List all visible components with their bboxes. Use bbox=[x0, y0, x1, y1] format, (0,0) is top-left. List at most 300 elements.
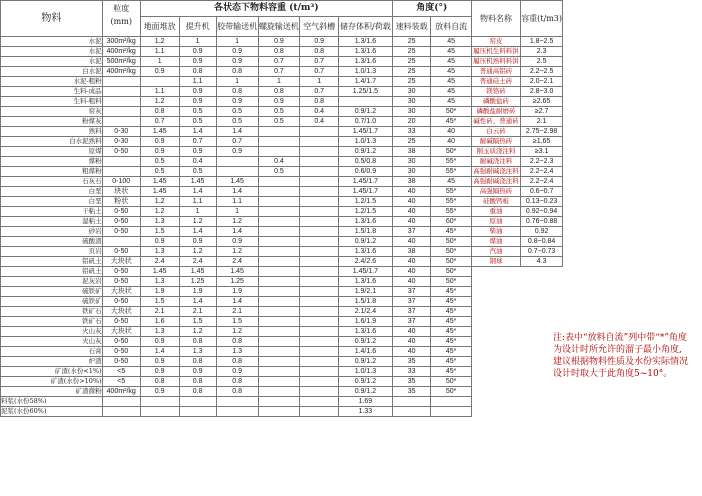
cell-material: 粉煤灰 bbox=[1, 117, 103, 127]
table-row bbox=[1, 37, 702, 47]
cell-airslide: 0.4 bbox=[300, 107, 339, 117]
cell-granularity: 0-100 bbox=[102, 177, 140, 187]
cell-storage: 0.9/1.2 bbox=[339, 237, 393, 247]
cell-airslide bbox=[300, 257, 339, 267]
cell-ground: 0.9 bbox=[140, 147, 179, 157]
cell-loading: 37 bbox=[392, 227, 431, 237]
cell-elevator: 0.8 bbox=[179, 67, 216, 77]
cell-gravity: 55* bbox=[431, 167, 471, 177]
cell-granularity: 大块状 bbox=[102, 287, 140, 297]
table-row bbox=[1, 407, 702, 417]
cell-screw bbox=[258, 197, 300, 207]
cell-gravity: 50* bbox=[431, 237, 471, 247]
cell-material: 白垩 bbox=[1, 187, 103, 197]
cell-belt: 1.4 bbox=[216, 187, 258, 197]
table-row bbox=[1, 317, 702, 327]
table-row bbox=[1, 67, 702, 77]
cell-granularity: 大块状 bbox=[102, 327, 140, 337]
cell-ground: 0.5 bbox=[140, 167, 179, 177]
side-density: 2.2~2.4 bbox=[521, 177, 563, 187]
cell-ground: 0.5 bbox=[140, 157, 179, 167]
side-material: 煤油 bbox=[471, 237, 520, 247]
cell-ground: 0.8 bbox=[140, 107, 179, 117]
header-col-gravity: 放料自流 bbox=[431, 17, 471, 37]
cell-belt: 1.2 bbox=[216, 327, 258, 337]
table-row bbox=[1, 147, 702, 157]
cell-granularity: 400m²/kg bbox=[102, 67, 140, 77]
cell-ground: 1.3 bbox=[140, 327, 179, 337]
cell-gravity: 45* bbox=[431, 307, 471, 317]
cell-gravity: 40 bbox=[431, 127, 471, 137]
side-material: 普通高铝砖 bbox=[471, 67, 520, 77]
cell-material: 生料-成品 bbox=[1, 87, 103, 97]
cell-ground: 0.9 bbox=[140, 367, 179, 377]
side-density: 2.2~2.4 bbox=[521, 167, 563, 177]
cell-granularity: <5 bbox=[102, 367, 140, 377]
cell-airslide bbox=[300, 127, 339, 137]
side-material: 柴油 bbox=[471, 227, 520, 237]
cell-elevator: 0.9 bbox=[179, 147, 216, 157]
cell-storage: 0.9/1.2 bbox=[339, 377, 393, 387]
cell-material: 硫铁矿 bbox=[1, 297, 103, 307]
cell-elevator: 1.4 bbox=[179, 227, 216, 237]
cell-material: 白水泥熟料 bbox=[1, 137, 103, 147]
cell-elevator: 0.9 bbox=[179, 237, 216, 247]
side-material: 磷酸盐耐磨砖 bbox=[471, 107, 520, 117]
cell-belt: 0.8 bbox=[216, 377, 258, 387]
table-row bbox=[1, 277, 702, 287]
cell-belt: 0.7 bbox=[216, 137, 258, 147]
cell-storage: 2.1/2.4 bbox=[339, 307, 393, 317]
cell-material: 白垩 bbox=[1, 197, 103, 207]
cell-ground bbox=[140, 397, 179, 407]
cell-screw: 0.7 bbox=[258, 67, 300, 77]
cell-material: 湿粘土 bbox=[1, 217, 103, 227]
cell-storage: 1.9/2.1 bbox=[339, 287, 393, 297]
header-density-group: 各状态下物料容重 (t/m³) bbox=[140, 1, 392, 17]
cell-granularity: 0-30 bbox=[102, 127, 140, 137]
cell-granularity: 500m²/kg bbox=[102, 57, 140, 67]
cell-gravity: 50* bbox=[431, 387, 471, 397]
cell-screw bbox=[258, 297, 300, 307]
cell-screw bbox=[258, 317, 300, 327]
cell-elevator: 0.5 bbox=[179, 167, 216, 177]
cell-granularity: 0-50 bbox=[102, 297, 140, 307]
cell-loading: 30 bbox=[392, 157, 431, 167]
cell-storage: 1.45/1.7 bbox=[339, 177, 393, 187]
cell-elevator bbox=[179, 397, 216, 407]
cell-ground: 1 bbox=[140, 57, 179, 67]
cell-material: 硫酸渣 bbox=[1, 237, 103, 247]
cell-airslide bbox=[300, 237, 339, 247]
cell-material: 火山灰 bbox=[1, 337, 103, 347]
table-row bbox=[1, 57, 702, 67]
table-row bbox=[1, 257, 702, 267]
cell-gravity: 45* bbox=[431, 317, 471, 327]
cell-storage: 1.4/1.7 bbox=[339, 77, 393, 87]
cell-material: 铁矿石 bbox=[1, 307, 103, 317]
cell-storage: 1.6/1.9 bbox=[339, 317, 393, 327]
cell-screw bbox=[258, 277, 300, 287]
cell-screw bbox=[258, 237, 300, 247]
table-row bbox=[1, 187, 702, 197]
cell-belt: 0.9 bbox=[216, 47, 258, 57]
cell-airslide bbox=[300, 297, 339, 307]
cell-belt: 0.5 bbox=[216, 107, 258, 117]
cell-screw bbox=[258, 217, 300, 227]
header-col-storage: 储存体积/荷载 bbox=[339, 17, 393, 37]
cell-belt: 2.4 bbox=[216, 257, 258, 267]
side-material: 白云砖 bbox=[471, 127, 520, 137]
cell-elevator: 2.4 bbox=[179, 257, 216, 267]
cell-elevator: 0.5 bbox=[179, 117, 216, 127]
side-material: 窑皮 bbox=[471, 37, 520, 47]
table-row bbox=[1, 227, 702, 237]
table-row bbox=[1, 197, 702, 207]
cell-material: 粗煤粉 bbox=[1, 167, 103, 177]
cell-belt bbox=[216, 157, 258, 167]
cell-belt: 1.4 bbox=[216, 297, 258, 307]
cell-loading: 30 bbox=[392, 97, 431, 107]
side-material: 镁铬砖 bbox=[471, 87, 520, 97]
cell-belt bbox=[216, 167, 258, 177]
cell-gravity bbox=[431, 407, 471, 417]
cell-storage: 0.9/1.2 bbox=[339, 387, 393, 397]
cell-gravity: 50* bbox=[431, 257, 471, 267]
cell-loading: 30 bbox=[392, 87, 431, 97]
cell-airslide: 0.7 bbox=[300, 67, 339, 77]
cell-granularity: 0-50 bbox=[102, 347, 140, 357]
cell-elevator: 1.25 bbox=[179, 277, 216, 287]
cell-ground: 1.45 bbox=[140, 187, 179, 197]
cell-ground: 0.9 bbox=[140, 137, 179, 147]
cell-gravity: 50* bbox=[431, 147, 471, 157]
table-row bbox=[1, 137, 702, 147]
side-material: 耐碱浇注料 bbox=[471, 157, 520, 167]
side-material: 原油 bbox=[471, 217, 520, 227]
cell-material: 铝矾土 bbox=[1, 257, 103, 267]
cell-gravity: 40 bbox=[431, 137, 471, 147]
cell-ground: 1.4 bbox=[140, 347, 179, 357]
cell-storage: 1.45/1.7 bbox=[339, 187, 393, 197]
cell-elevator: 1.1 bbox=[179, 197, 216, 207]
cell-belt: 1 bbox=[216, 207, 258, 217]
cell-loading: 35 bbox=[392, 357, 431, 367]
cell-loading: 40 bbox=[392, 327, 431, 337]
cell-belt: 1.5 bbox=[216, 317, 258, 327]
cell-airslide bbox=[300, 187, 339, 197]
cell-screw: 0.8 bbox=[258, 47, 300, 57]
design-note: 注:表中“放料自流”列中带“*”角度为设计时所允许的溜子最小角度,建议根据物料性质及水份实际情况设计时取大于此角度5~10°。 bbox=[553, 333, 689, 379]
cell-screw bbox=[258, 397, 300, 407]
side-density: ≥1.65 bbox=[521, 137, 563, 147]
cell-belt: 0.8 bbox=[216, 357, 258, 367]
cell-ground: 1.2 bbox=[140, 197, 179, 207]
cell-gravity: 45 bbox=[431, 87, 471, 97]
table-row bbox=[1, 97, 702, 107]
side-density: 0.7~0.73 bbox=[521, 247, 563, 257]
cell-airslide bbox=[300, 247, 339, 257]
cell-elevator: 1.9 bbox=[179, 287, 216, 297]
cell-granularity: 大块状 bbox=[102, 257, 140, 267]
cell-material: 矿渣(水份<1%) bbox=[1, 367, 103, 377]
cell-granularity: 0-50 bbox=[102, 147, 140, 157]
cell-gravity: 55* bbox=[431, 197, 471, 207]
cell-loading: 30 bbox=[392, 167, 431, 177]
cell-screw bbox=[258, 137, 300, 147]
cell-material: 水泥 bbox=[1, 37, 103, 47]
cell-storage: 1.45/1.7 bbox=[339, 267, 393, 277]
cell-storage: 1.0/1.3 bbox=[339, 137, 393, 147]
cell-storage: 1.0/1.3 bbox=[339, 367, 393, 377]
cell-granularity bbox=[102, 237, 140, 247]
side-density: 2.3 bbox=[521, 47, 563, 57]
cell-ground: 1.2 bbox=[140, 207, 179, 217]
cell-storage: 1.3/1.6 bbox=[339, 47, 393, 57]
cell-loading: 38 bbox=[392, 247, 431, 257]
cell-belt: 1.45 bbox=[216, 267, 258, 277]
header-col-ground: 地面堆放 bbox=[140, 17, 179, 37]
cell-material: 生料-粗料 bbox=[1, 97, 103, 107]
cell-granularity bbox=[102, 117, 140, 127]
cell-loading: 40 bbox=[392, 267, 431, 277]
table-row bbox=[1, 157, 702, 167]
cell-airslide bbox=[300, 277, 339, 287]
cell-granularity: 0-50 bbox=[102, 337, 140, 347]
cell-ground: 2.4 bbox=[140, 257, 179, 267]
table-row bbox=[1, 87, 702, 97]
cell-airslide bbox=[300, 177, 339, 187]
cell-material: 窑灰 bbox=[1, 107, 103, 117]
header-granularity: 粒度 bbox=[102, 1, 140, 17]
cell-loading: 33 bbox=[392, 367, 431, 377]
cell-granularity: 0-50 bbox=[102, 217, 140, 227]
cell-loading: 25 bbox=[392, 57, 431, 67]
cell-granularity bbox=[102, 397, 140, 407]
cell-loading: 40 bbox=[392, 277, 431, 287]
cell-elevator: 0.8 bbox=[179, 337, 216, 347]
cell-ground: 1.9 bbox=[140, 287, 179, 297]
cell-elevator: 1.5 bbox=[179, 317, 216, 327]
cell-granularity: 0-50 bbox=[102, 277, 140, 287]
cell-gravity: 50* bbox=[431, 247, 471, 257]
cell-belt: 0.9 bbox=[216, 147, 258, 157]
side-density: 2.2~2.5 bbox=[521, 67, 563, 77]
cell-screw bbox=[258, 177, 300, 187]
cell-storage: 0.9/1.2 bbox=[339, 147, 393, 157]
table-row bbox=[1, 217, 702, 227]
table-row bbox=[1, 267, 702, 277]
cell-material: 铁矿石 bbox=[1, 317, 103, 327]
side-material: 普通硅土砖 bbox=[471, 77, 520, 87]
cell-material: 砂岩 bbox=[1, 227, 103, 237]
cell-ground: 1.1 bbox=[140, 87, 179, 97]
cell-gravity: 55* bbox=[431, 207, 471, 217]
cell-granularity: 0-50 bbox=[102, 317, 140, 327]
cell-loading: 40 bbox=[392, 337, 431, 347]
cell-ground: 1.2 bbox=[140, 97, 179, 107]
cell-elevator: 1.2 bbox=[179, 247, 216, 257]
header-col-elevator: 提升机 bbox=[179, 17, 216, 37]
cell-screw bbox=[258, 187, 300, 197]
cell-airslide: 0.7 bbox=[300, 87, 339, 97]
cell-ground: 1.45 bbox=[140, 127, 179, 137]
cell-elevator: 2.1 bbox=[179, 307, 216, 317]
table-row bbox=[1, 387, 702, 397]
cell-airslide: 0.9 bbox=[300, 37, 339, 47]
cell-storage: 1.3/1.6 bbox=[339, 327, 393, 337]
header-col-airslide: 空气斜槽 bbox=[300, 17, 339, 37]
cell-elevator: 1.2 bbox=[179, 217, 216, 227]
cell-elevator: 0.8 bbox=[179, 357, 216, 367]
cell-belt: 1.25 bbox=[216, 277, 258, 287]
cell-screw: 0.5 bbox=[258, 107, 300, 117]
side-density: 2.5 bbox=[521, 57, 563, 67]
cell-ground: 0.9 bbox=[140, 357, 179, 367]
cell-screw bbox=[258, 387, 300, 397]
cell-granularity: 0-50 bbox=[102, 227, 140, 237]
cell-belt: 0.9 bbox=[216, 367, 258, 377]
cell-ground: 0.9 bbox=[140, 67, 179, 77]
cell-storage: 1.3/1.6 bbox=[339, 37, 393, 47]
cell-storage: 0.9/1.2 bbox=[339, 107, 393, 117]
cell-storage: 1.2/1.5 bbox=[339, 197, 393, 207]
cell-loading: 20 bbox=[392, 117, 431, 127]
cell-gravity bbox=[431, 397, 471, 407]
cell-gravity: 45* bbox=[431, 287, 471, 297]
cell-storage: 0.9/1.2 bbox=[339, 357, 393, 367]
cell-storage: 1.0/1.3 bbox=[339, 67, 393, 77]
cell-material: 矿渣(水份>10%) bbox=[1, 377, 103, 387]
side-material: 高强耐碱浇注料 bbox=[473, 177, 519, 185]
cell-airslide bbox=[300, 137, 339, 147]
header-density-2: 容重(t/m3) bbox=[521, 1, 563, 37]
cell-screw bbox=[258, 287, 300, 297]
table-row bbox=[1, 167, 702, 177]
side-material: 钢球 bbox=[471, 257, 520, 267]
cell-granularity: 0-50 bbox=[102, 247, 140, 257]
side-density: 0.6~0.7 bbox=[521, 187, 563, 197]
header-material-2: 物料名称 bbox=[471, 1, 520, 37]
cell-ground: 1.2 bbox=[140, 37, 179, 47]
cell-loading: 37 bbox=[392, 297, 431, 307]
cell-loading: 37 bbox=[392, 307, 431, 317]
cell-elevator bbox=[179, 407, 216, 417]
cell-airslide bbox=[300, 327, 339, 337]
cell-screw: 0.4 bbox=[258, 157, 300, 167]
cell-elevator: 0.9 bbox=[179, 97, 216, 107]
cell-gravity: 50* bbox=[431, 267, 471, 277]
cell-screw bbox=[258, 247, 300, 257]
cell-airslide: 0.4 bbox=[300, 117, 339, 127]
table-row bbox=[1, 297, 702, 307]
cell-material: 炉渣 bbox=[1, 357, 103, 367]
cell-screw: 0.7 bbox=[258, 57, 300, 67]
cell-gravity: 55* bbox=[431, 157, 471, 167]
cell-material: 火山灰 bbox=[1, 327, 103, 337]
cell-belt: 1 bbox=[216, 77, 258, 87]
cell-loading: 35 bbox=[392, 377, 431, 387]
cell-material: 水泥-粗粉 bbox=[1, 77, 103, 87]
cell-screw bbox=[258, 377, 300, 387]
cell-loading: 37 bbox=[392, 287, 431, 297]
cell-elevator: 1.4 bbox=[179, 187, 216, 197]
cell-loading: 40 bbox=[392, 207, 431, 217]
cell-gravity: 45* bbox=[431, 347, 471, 357]
cell-granularity: 300m²/kg bbox=[102, 37, 140, 47]
cell-screw bbox=[258, 127, 300, 137]
cell-gravity: 45* bbox=[431, 117, 471, 127]
side-density: 0.92~0.94 bbox=[521, 207, 563, 217]
cell-gravity: 45* bbox=[431, 227, 471, 237]
side-density: ≥2.7 bbox=[521, 107, 563, 117]
cell-belt: 0.8 bbox=[216, 387, 258, 397]
header-col-loading: 速料装载 bbox=[392, 17, 431, 37]
cell-gravity: 45 bbox=[431, 77, 471, 87]
cell-granularity bbox=[102, 107, 140, 117]
cell-granularity: <5 bbox=[102, 377, 140, 387]
table-row bbox=[1, 47, 702, 57]
cell-elevator: 1.4 bbox=[179, 127, 216, 137]
side-density: 2.2~2.3 bbox=[521, 157, 563, 167]
cell-gravity: 45 bbox=[431, 37, 471, 47]
cell-belt: 1.4 bbox=[216, 227, 258, 237]
cell-gravity: 45 bbox=[431, 67, 471, 77]
cell-screw: 0.9 bbox=[258, 37, 300, 47]
side-density: 0.8~0.84 bbox=[521, 237, 563, 247]
cell-loading: 30 bbox=[392, 107, 431, 117]
cell-airslide bbox=[300, 197, 339, 207]
cell-gravity: 45* bbox=[431, 327, 471, 337]
cell-storage: 1.3/1.6 bbox=[339, 217, 393, 227]
cell-loading: 38 bbox=[392, 147, 431, 157]
cell-screw: 0.8 bbox=[258, 87, 300, 97]
cell-granularity bbox=[102, 97, 140, 107]
cell-gravity: 45 bbox=[431, 47, 471, 57]
cell-screw bbox=[258, 407, 300, 417]
cell-granularity: 0-30 bbox=[102, 137, 140, 147]
cell-granularity bbox=[102, 167, 140, 177]
side-density: 2.1 bbox=[521, 117, 563, 127]
table-row bbox=[1, 77, 702, 87]
cell-material: 料浆(水份58%) bbox=[1, 397, 103, 407]
side-material: 汽油 bbox=[471, 247, 520, 257]
cell-ground: 1.3 bbox=[140, 217, 179, 227]
cell-elevator: 0.4 bbox=[179, 157, 216, 167]
cell-belt: 0.5 bbox=[216, 117, 258, 127]
cell-granularity: 400m²/kg bbox=[102, 387, 140, 397]
cell-storage: 1.2/1.5 bbox=[339, 207, 393, 217]
cell-belt: 1.45 bbox=[216, 177, 258, 187]
table-row bbox=[1, 307, 702, 317]
cell-elevator: 1.4 bbox=[179, 297, 216, 307]
cell-elevator: 0.9 bbox=[179, 57, 216, 67]
side-density: ≥3.1 bbox=[521, 147, 563, 157]
cell-storage: 1.25/1.5 bbox=[339, 87, 393, 97]
side-density: 1.8~2.5 bbox=[521, 37, 563, 47]
cell-belt bbox=[216, 407, 258, 417]
cell-ground: 1.3 bbox=[140, 277, 179, 287]
cell-belt: 0.8 bbox=[216, 67, 258, 77]
cell-airslide: 0.8 bbox=[300, 47, 339, 57]
cell-ground: 1.5 bbox=[140, 227, 179, 237]
cell-elevator: 1.45 bbox=[179, 177, 216, 187]
cell-airslide bbox=[300, 287, 339, 297]
header-angle-group: 角度(°) bbox=[392, 1, 471, 17]
cell-storage: 1.5/1.8 bbox=[339, 297, 393, 307]
cell-screw bbox=[258, 307, 300, 317]
cell-loading: 40 bbox=[392, 237, 431, 247]
